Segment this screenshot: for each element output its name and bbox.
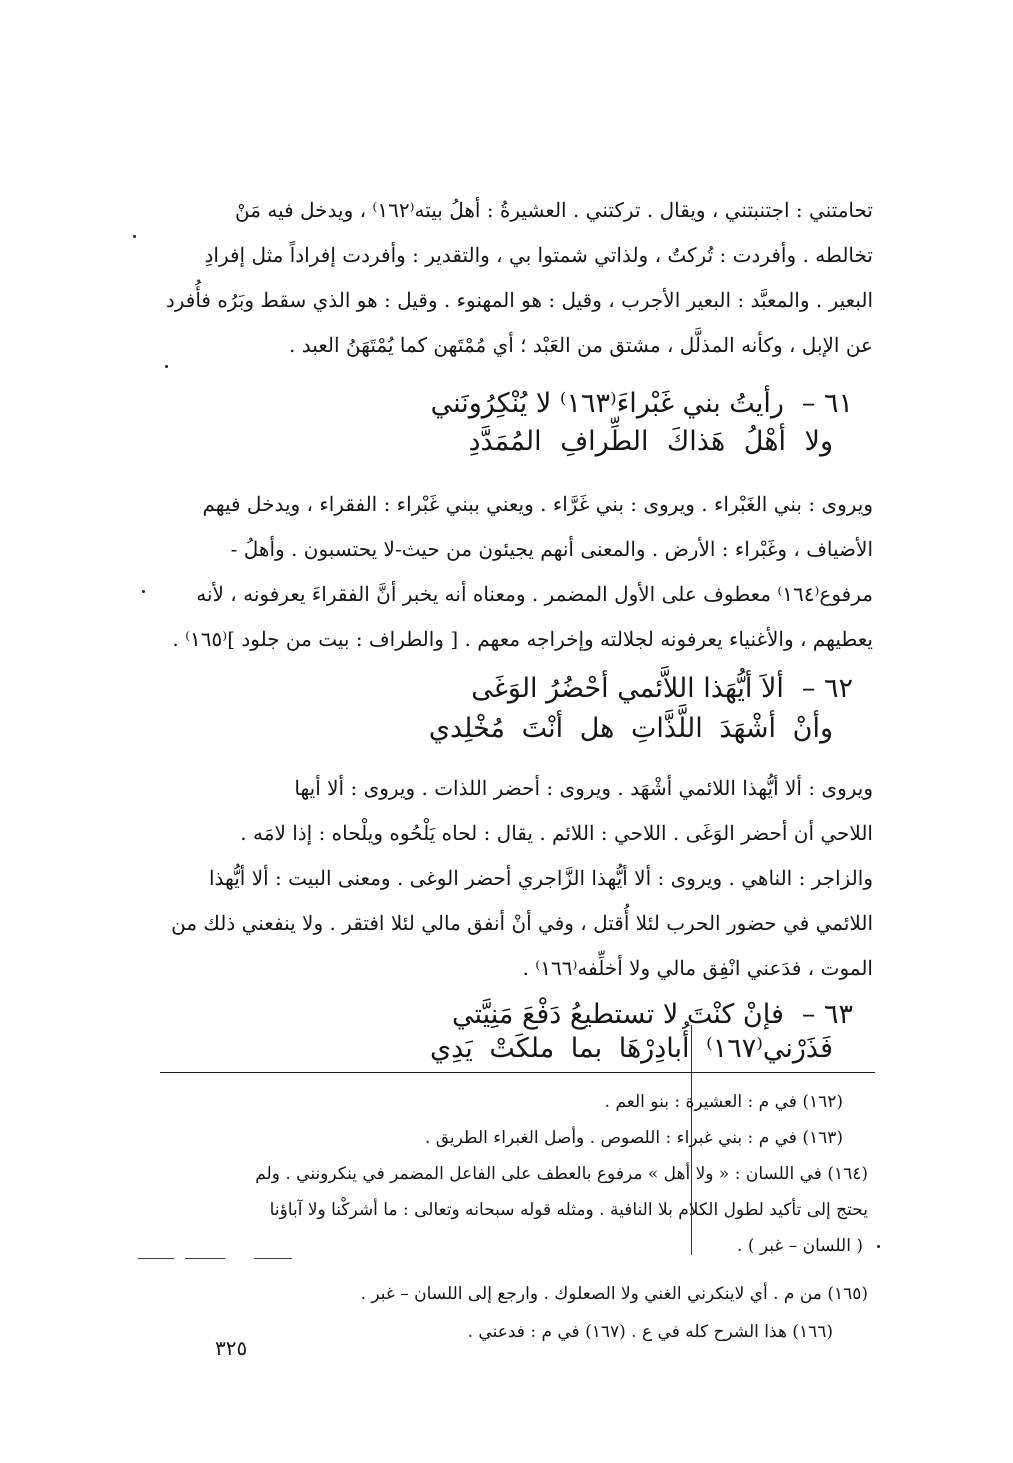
separator-dash [185, 1258, 225, 1259]
text-line: مرفوع⁽١٦٤⁾ معطوف على الأول المضمر . ومعناه أنه يخبر أنَّ الفقراءَ يعرفونه ، لأنه [196, 582, 873, 606]
verse-number: ٦١ – [801, 388, 853, 419]
verse-number: ٦٢ – [801, 673, 853, 704]
text-line: والزاجر : الناهي . ويروى : ألا أيُّهذا الزَّاجري أحضر الوغى . ومعنى البيت : ألا أيُّهذا [208, 866, 873, 890]
scan-speck [877, 1245, 880, 1248]
commentary-paragraph-2 [161, 482, 873, 662]
text-line: تحامتني : اجتنبتني ، ويقال . تركتني . العشيرةُ : أهلُ بيته⁽١٦٢⁾ ، ويدخل فيه مَنْ [235, 198, 873, 222]
footnote-165: (١٦٥) من م . أي لاينكرني الغني ولا الصعلوك . وارجع إلى اللسان – غبر . [360, 1284, 868, 1304]
scan-speck [142, 590, 145, 593]
scan-speck [133, 235, 136, 238]
separator-dash [254, 1258, 292, 1259]
hemistich-text: رأيتُ بني غَبْراءَ⁽١٦٣⁾ لا يُنْكِرُونَني [430, 388, 784, 419]
text-line: اللاحي أن أحضر الوَغَى . اللاحي : اللائم . يقال : لحاه يَلْحُوه ويلْحاه : إذا لامَه . [240, 821, 873, 845]
verse-62-first-hemistich [471, 670, 853, 708]
hemistich-text: ألاَ أيُّهَذا اللاَّئمي أحْضُرُ الوَغَى [471, 673, 784, 704]
footnote-separator [160, 1072, 875, 1073]
text-line: ويروى : بني الغَبْراء . ويروى : بني غَرَّاء . ويعني ببني غَبْراء : الفقراء ، ويدخل فيهم [202, 492, 873, 516]
text-line: البعير . والمعبَّد : البعير الأجرب ، وقيل : هو المهنوء . وقيل : هو الذي سقط وبَرُه فأُفرد [165, 288, 873, 312]
footnote-162: (١٦٢) في م : العشيرة : بنو العم . [604, 1092, 843, 1112]
hemistich-text: فَذَرْني⁽١٦٧⁾ أُبادِرْهَا بما ملكَتْ يَدِي [429, 1033, 833, 1064]
text-line: عن الإبل ، وكأنه المذلَّل ، مشتق من العَبْد ؛ أي مُمْتَهن كما يُمْتَهَنُ العبد . [289, 333, 873, 357]
footnote-163: (١٦٣) في م : بني غبراء : اللصوص . وأصل الغبراء الطريق . [424, 1128, 843, 1148]
hemistich-text: وأنْ أشْهَدَ اللَّذَّاتِ هل أنْتَ مُخْلِدي [428, 713, 833, 744]
scan-speck [165, 365, 168, 368]
verse-61-first-hemistich [431, 385, 853, 423]
verse-number: ٦٣ – [801, 999, 853, 1030]
commentary-paragraph-1 [161, 188, 873, 368]
text-line: تخالطه . وأفردت : تُركتُ ، ولذاتي شمتوا بي ، والتقدير : وأفردت إفراداً مثل إفرادِ [204, 243, 873, 267]
text-line: يعطيهم ، والأغنياء يعرفونه لجلالته وإخراجه معهم . [ والطراف : بيت من جلود ]⁽١٦٥⁾ . [172, 627, 873, 651]
page-number: ٣٢٥ [215, 1336, 248, 1360]
verse-61-second-hemistich [468, 423, 833, 461]
separator-dash [138, 1258, 174, 1259]
text-line: ويروى : ألا أيُّهذا اللائمي أشْهَد . ويروى : أحضر اللذات . ويروى : ألا أيها [294, 776, 873, 800]
text-line: اللائمي في حضور الحرب لئلا أُقتل ، وفي أنْ أنفق مالي لئلا افتقر . ولا ينفعني ذلك من [171, 911, 873, 935]
text-line: الموت ، فدَعني انْفِق مالي ولا أخلِّفه⁽١٦٦⁾ . [522, 956, 873, 980]
footnote-166-167: (١٦٦) هذا الشرح كله في ع . (١٦٧) في م : فدعني . [467, 1322, 833, 1342]
hemistich-text: ولا أهْلُ هَذاكَ الطِّرافِ المُمَدَّدِ [468, 426, 833, 457]
verse-63-second-hemistich [430, 1030, 833, 1068]
commentary-paragraph-3 [161, 766, 873, 991]
verse-62-second-hemistich [429, 710, 833, 748]
footnote-164-continued: يحتج إلى تأكيد لطول الكلام بلا النافية . ومثله قوله سبحانه وتعالى : ما أشركْنا ولا آباؤنا [269, 1200, 868, 1220]
footnote-164-source: ( اللسان – غبر ) . [737, 1236, 863, 1256]
footnote-164: (١٦٤) في اللسان : « ولا أهل » مرفوع بالعطف على الفاعل المضمر في ينكرونني . ولم [255, 1164, 868, 1184]
verse-63-first-hemistich [452, 996, 853, 1034]
text-line: الأضياف ، وغَبْراء : الأرض . والمعنى أنهم يجيئون من حيث-لا يحتسبون . وأهلُ - [230, 537, 873, 561]
hemistich-text: فإنْ كنْتَ لا تستطيعُ دَفْعَ مَنِيَّتي [451, 999, 784, 1030]
